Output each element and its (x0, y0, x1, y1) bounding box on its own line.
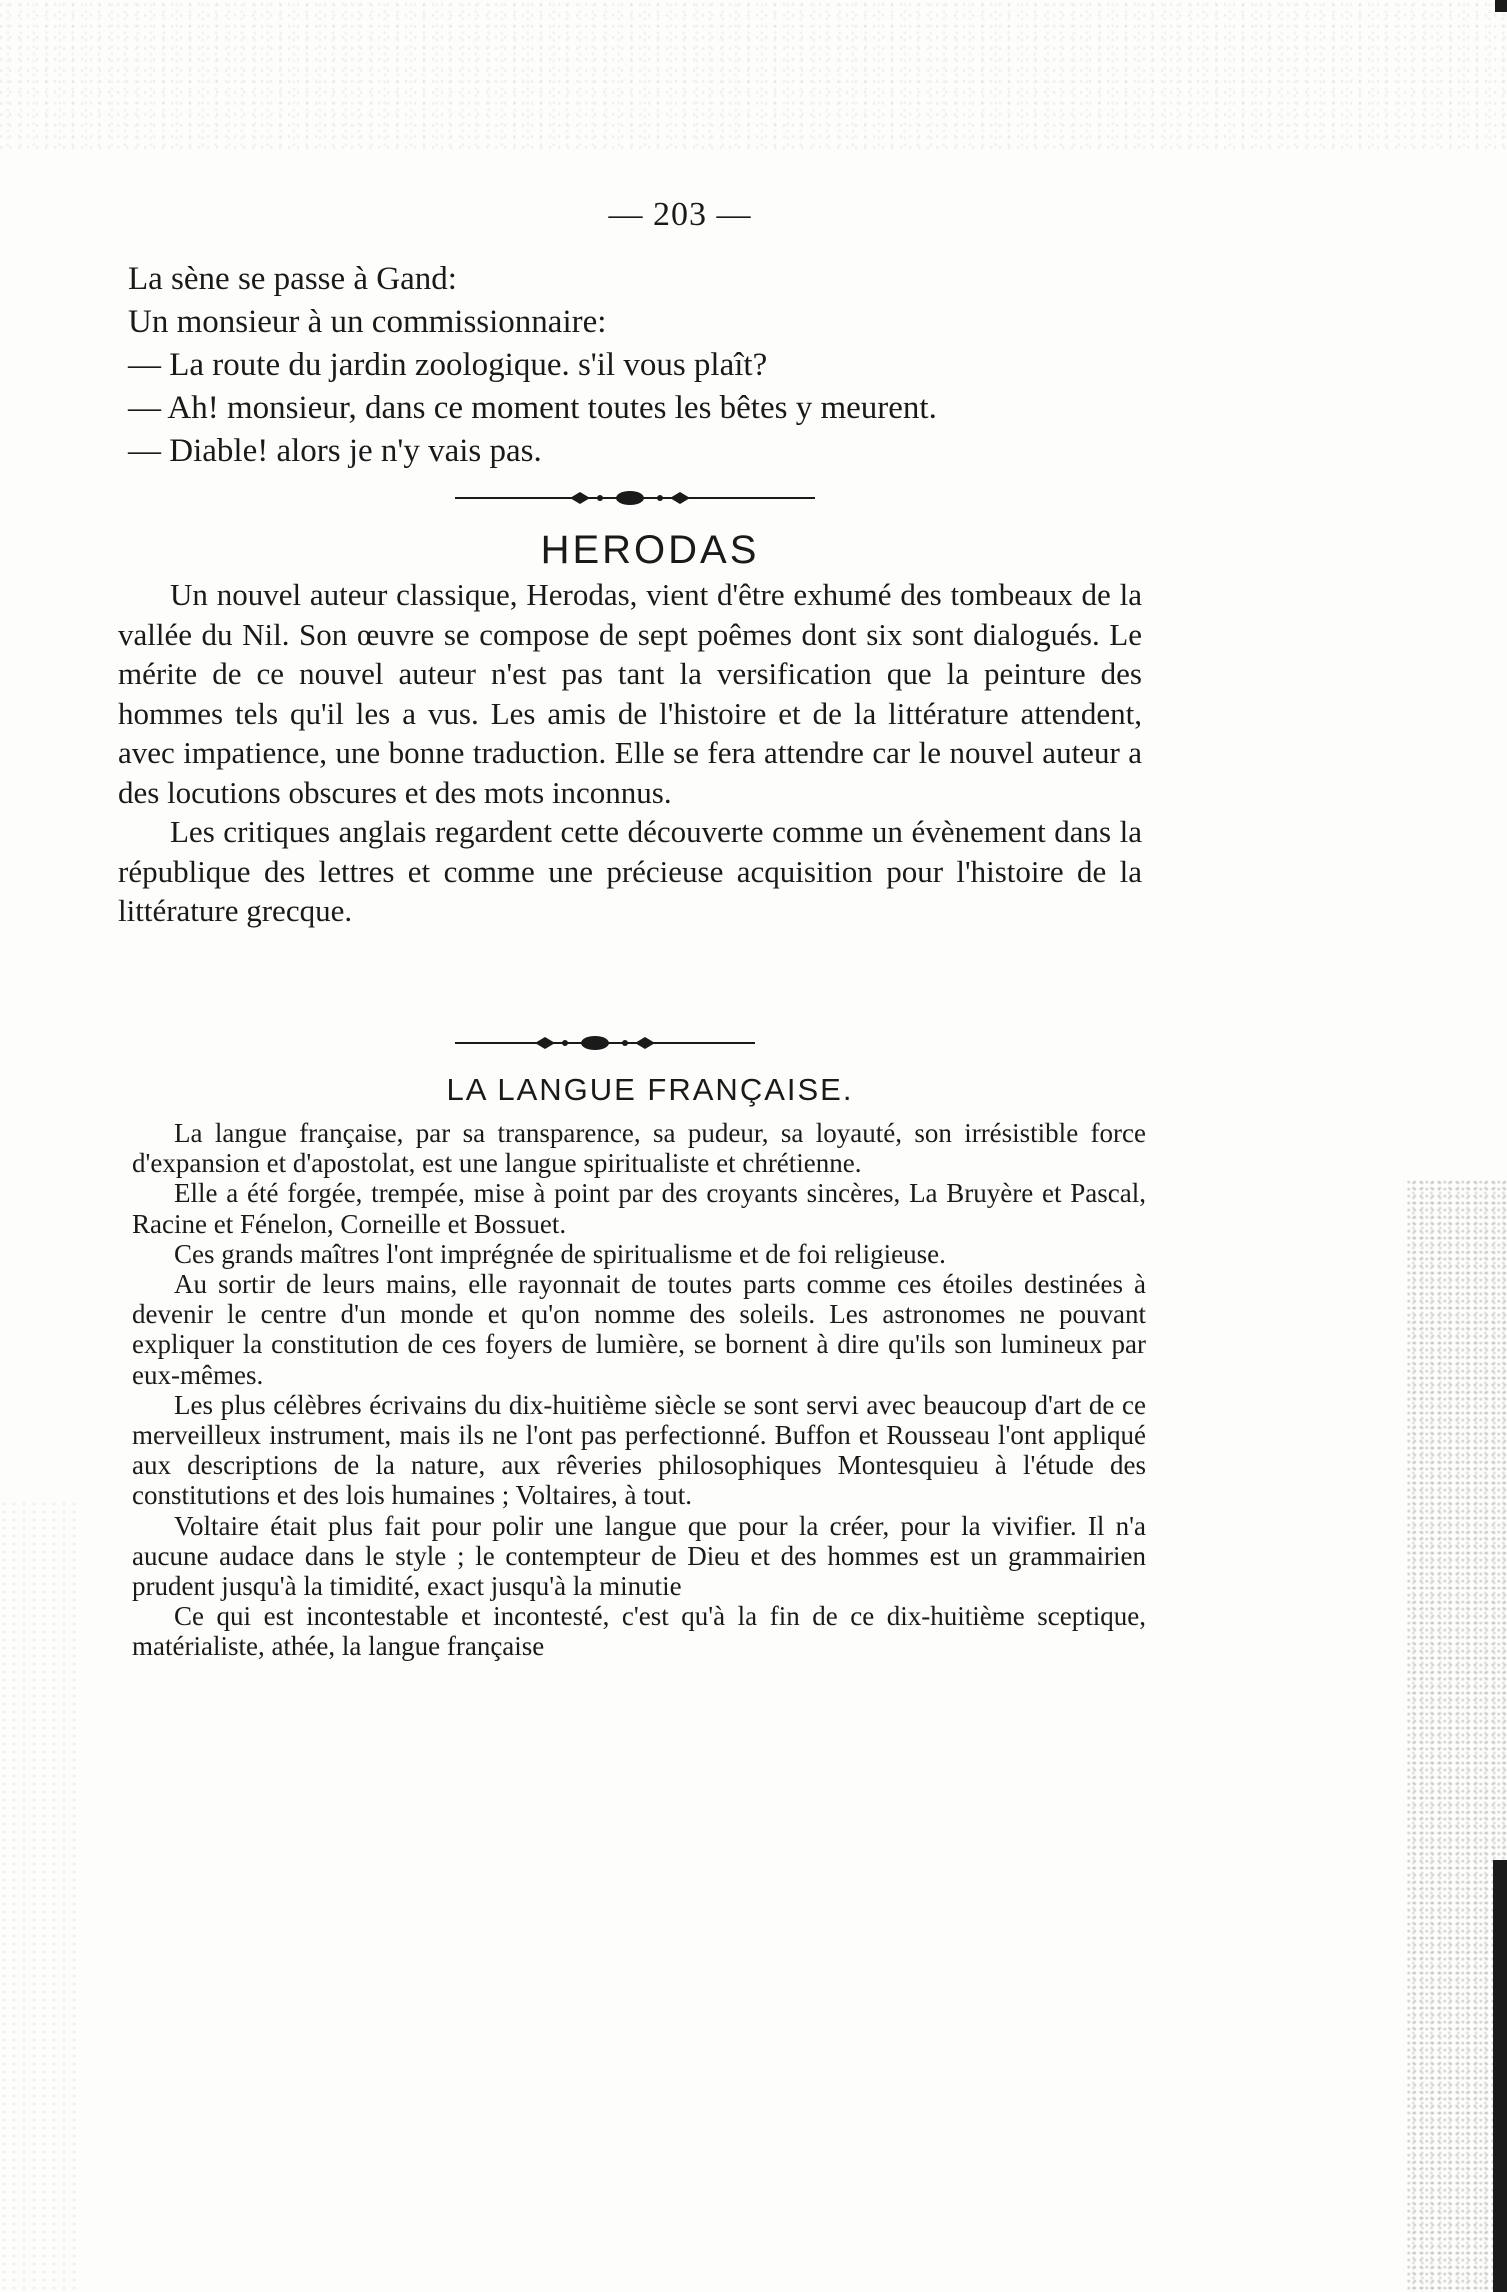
herodas-body (118, 575, 1142, 931)
scan-noise-top (0, 0, 1507, 150)
paragraph: Les critiques anglais regardent cette découverte comme un évènement dans la république des lettres et comme une précieuse acquisition pour l'histoire de la littérature grecque. (118, 814, 1142, 928)
langue-body (132, 1118, 1146, 1662)
paragraph: Voltaire était plus fait pour polir une langue que pour la créer, pour la vivifier. Il n'a aucune audace dans le style ; le contempteur de Dieu et des hommes est un grammairien prudent jusqu'à la timidité, exact jusqu'à la minutie (132, 1510, 1146, 1602)
scan-edge-shadow (1493, 1860, 1507, 2292)
scan-edge-corner (1495, 0, 1507, 12)
section-title-herodas: HERODAS (540, 528, 760, 572)
paragraph: Les plus célèbres écrivains du dix-huitième siècle se sont servi avec beaucoup d'art de ce merveilleux instrument, mais ils ne l'ont pas perfectionné. Buffon et Rousseau l'ont appliqué aux descriptions de la nature, aux rêveries philosophiques Montesquieu à l'étude des constitutions et des lois humaines ; Voltaires, à tout. (132, 1389, 1146, 1511)
page-number: — 203 — (608, 196, 752, 233)
scan-noise-left (0, 1500, 80, 2292)
dialogue-line: Un monsieur à un commissionnaire: (128, 304, 607, 340)
dialogue-line: — Ah! monsieur, dans ce moment toutes les bêtes y meurent. (128, 390, 937, 426)
paragraph: Au sortir de leurs mains, elle rayonnait de toutes parts comme ces étoiles destinées à devenir le centre d'un monde et qu'on nomme des soleils. Les astronomes ne pouvant expliquer la constitution de ces foyers de lumière, se bornent à dire qu'ils son lumineux par eux-mêmes. (132, 1269, 1146, 1390)
paragraph: Ce qui est incontestable et incontesté, c'est qu'à la fin de ce dix-huitième sceptique, matérialiste, athée, la langue française (132, 1601, 1146, 1662)
dialogue-line: — La route du jardin zoologique. s'il vous plaît? (128, 347, 768, 383)
dialogue-line: — Diable! alors je n'y vais pas. (128, 433, 542, 469)
section-title-langue: LA LANGUE FRANÇAISE. (446, 1072, 854, 1107)
paragraph: Un nouvel auteur classique, Herodas, vient d'être exhumé des tombeaux de la vallée du Nil. Son œuvre se compose de sept poêmes dont six sont dialogués. Le mérite de ce nouvel auteur n'est pas tant la versification que la peinture des hommes tels qu'il les a vus. Les amis de l'histoire et de la littérature attendent, avec impatience, une bonne traduction. Elle se fera attendre car le nouvel auteur a des locutions obscures et des mots inconnus. (118, 577, 1142, 810)
scan-noise-right (1407, 1180, 1507, 2292)
ornament-divider (455, 488, 815, 508)
paragraph: Ces grands maîtres l'ont imprégnée de spiritualisme et de foi religieuse. (174, 1238, 946, 1269)
dialogue-line: La sène se passe à Gand: (128, 261, 457, 297)
paragraph: Elle a été forgée, trempée, mise à point par des croyants sincères, La Bruyère et Pascal, Racine et Fénelon, Corneille et Bossuet. (132, 1178, 1146, 1239)
dialogue-block (128, 258, 1148, 473)
ornament-divider (455, 1033, 755, 1053)
paragraph: La langue française, par sa transparence, sa pudeur, sa loyauté, son irrésistible force d'expansion et d'apostolat, est une langue spiritualiste et chrétienne. (132, 1118, 1146, 1179)
